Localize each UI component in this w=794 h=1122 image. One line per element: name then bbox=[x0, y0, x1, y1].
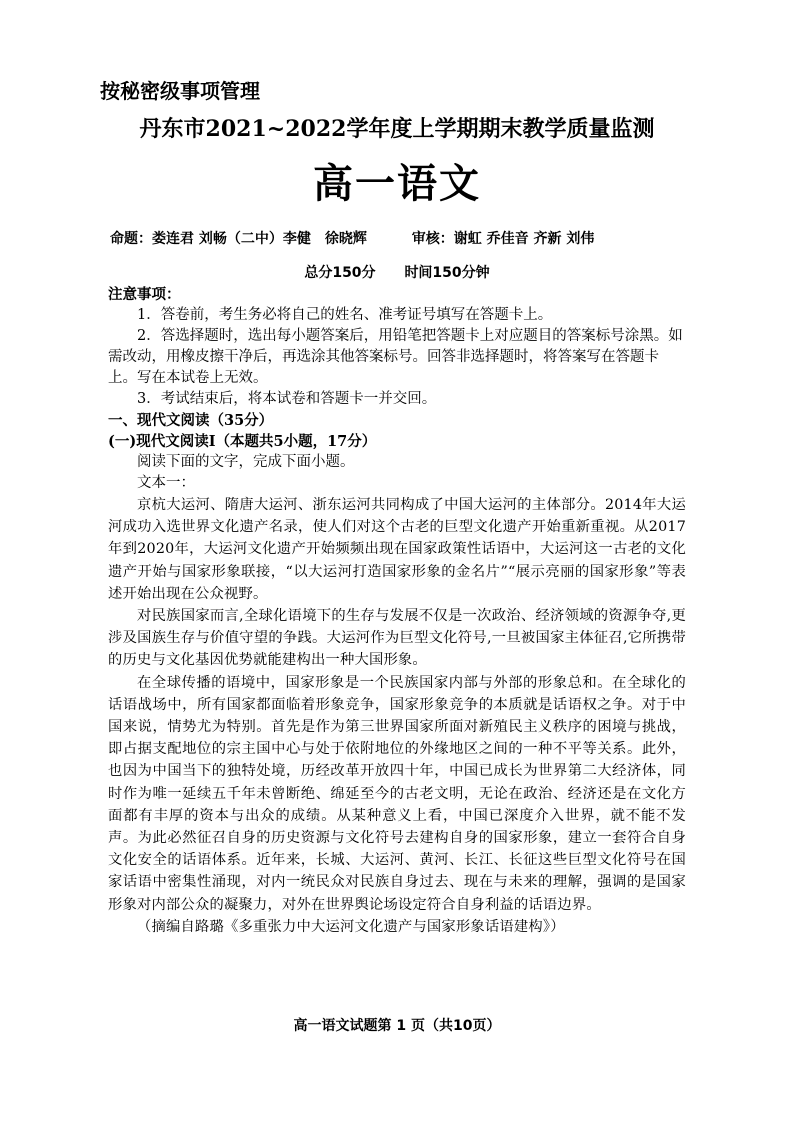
duration: 时间150分钟 bbox=[404, 265, 490, 281]
exam-title: 丹东市2021~2022学年度上学期期末教学质量监测 bbox=[139, 116, 655, 142]
page-footer: 高一语文试题第 1 页（共10页） bbox=[293, 1018, 501, 1034]
section-subheading: (一)现代文阅读Ⅰ（本题共5小题，17分） bbox=[108, 433, 377, 450]
score-time bbox=[0, 262, 794, 282]
passage-paragraph: 在全球传播的语境中，国家形象是一个民族国家内部与外部的形象总和。在全球化的话语战场中，所有国家都面临着形象竞争，国家形象竞争的本质就是话语权之争。对于中国来说，情势尤为特别。首先是作为第三世界国家所面对新殖民主义秩序的困境与挑战，即占据支配地位的宗主国中心与处于依附地位的外缘地区之间的一种不平等关系。此外，也因为中国当下的独特处境，历经改革开放四十年，中国已成长为世界第二大经济体，同时作为唯一延续五千年未曾断绝、绵延至今的古老文明，无论在政治、经济还是在文化方面都有丰厚的资本与出众的成绩。从某种意义上看，中国已深度介入世界，就不能不发声。为此必然征召自身的历史资源与文化符号去建构自身的国家形象，建立一套符合自身文化安全的话语体系。近年来，长城、大运河、黄河、长江、长征这些巨型文化符号在国家话语中密集性涌现，对内一统民众对民族自身过去、现在与未来的理解，强调的是国家形象对内部公众的凝聚力，对外在世界舆论场设定符合自身利益的话语边界。 bbox=[108, 674, 686, 913]
notes-heading: 注意事项： bbox=[108, 286, 181, 303]
authors: 命题：娄连君 刘畅（二中）李健 徐晓辉 bbox=[110, 231, 367, 247]
secret-label: 按秘密级事项管理 bbox=[100, 79, 260, 103]
reviewers: 审核：谢虹 乔佳音 齐新 刘伟 bbox=[411, 231, 595, 247]
passage-paragraph: 对民族国家而言,全球化语境下的生存与发展不仅是一次政治、经济领域的资源争夺,更涉及国族生存与价值守望的争践。大运河作为巨型文化符号,一旦被国家主体征召,它所携带的历史与文化基因优势就能建构出一种大国形象。 bbox=[108, 608, 686, 669]
total-score: 总分150分 bbox=[304, 265, 376, 281]
exam-body bbox=[108, 284, 686, 938]
passage-source: （摘编自路璐《多重张力中大运河文化遗产与国家形象话语建构》） bbox=[137, 918, 565, 935]
note-item: 3．考试结束后，将本试卷和答题卡一并交回。 bbox=[137, 391, 437, 407]
text-label: 文本一： bbox=[137, 475, 195, 491]
note-item: 2．答选择题时，选出每小题答案后，用铅笔把答题卡上对应题目的答案标号涂黑。如需改动，用橡皮擦干净后，再选涂其他答案标号。回答非选择题时，将答案写在答题卡上。写在本试卷上无效。 bbox=[108, 328, 683, 386]
reading-passage bbox=[108, 494, 686, 938]
exam-credits bbox=[110, 228, 594, 248]
note-item: 1．答卷前，考生务必将自己的姓名、准考证号填写在答题卡上。 bbox=[137, 307, 553, 323]
section-instruction: 阅读下面的文字，完成下面小题。 bbox=[137, 454, 355, 470]
section-heading: 一、现代文阅读（35分） bbox=[108, 412, 274, 429]
subject-title: 高一语文 bbox=[313, 160, 481, 207]
passage-paragraph: 京杭大运河、隋唐大运河、浙东运河共同构成了中国大运河的主体部分。2014年大运河成功入选世界文化遗产名录，使人们对这个古老的巨型文化遗产开始重新重视。从2017年到2020年，大运河文化遗产开始频频出现在国家政策性话语中，大运河这一古老的文化遗产开始与国家形象联接，“以大运河打造国家形象的金名片”“展示亮丽的国家形象”等表述开始出现在公众视野。 bbox=[108, 497, 686, 602]
